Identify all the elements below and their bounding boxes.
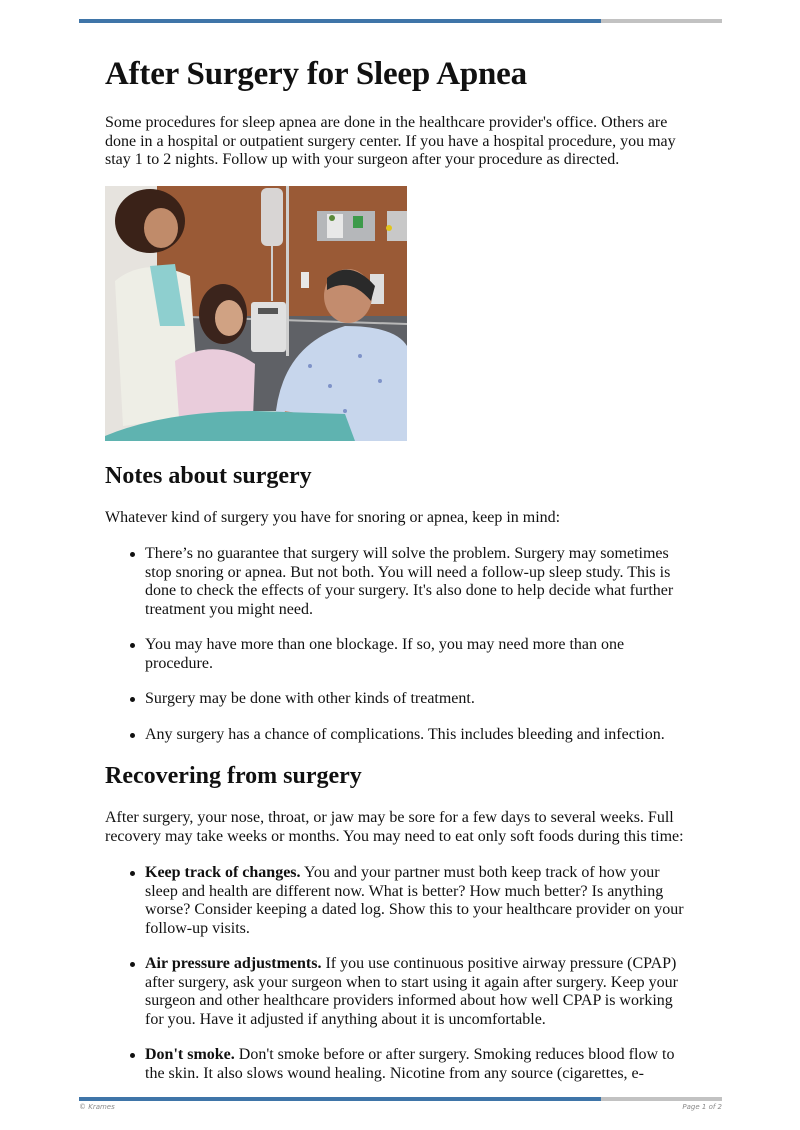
recovering-lead: After surgery, your nose, throat, or jaw may be sore for a few days to several weeks. Full recovery may take weeks or months. You may need to eat only soft foods during this time: [105, 809, 684, 845]
hospital-family-photo [105, 186, 407, 441]
list-item-term: Keep track of changes. [145, 864, 301, 881]
list-item-text: If you use continuous positive airway pressure (CPAP) after surgery, ask your surgeon when to start using it again after surgery. Keep your surgeon and other healthcare providers informed about how well CPAP is working for you. Have it adjusted if anything about it is uncomfortable. [145, 955, 678, 1028]
list-item [145, 955, 695, 1029]
header-rule-accent [79, 19, 601, 23]
footer-rule [79, 1097, 722, 1101]
header-rule-grey [601, 19, 722, 23]
notes-list [105, 545, 695, 744]
list-item-term: Don't smoke. [145, 1046, 235, 1063]
intro-paragraph: Some procedures for sleep apnea are done in the healthcare provider's office. Others are done in a hospital or outpatient surgery center. If you have a hospital procedure, you may stay 1 to 2 nights. Follow up with your surgeon after your procedure as directed. [105, 114, 676, 168]
page-title: After Surgery for Sleep Apnea [105, 56, 527, 92]
list-item [145, 1046, 695, 1083]
list-item-text: Don't smoke before or after surgery. Smoking reduces blood flow to the skin. It also slows wound healing. Nicotine from any source (cigarettes, e- [145, 1046, 675, 1082]
list-item [145, 864, 695, 938]
footer-rule-accent [79, 1097, 601, 1101]
list-item-term: Air pressure adjustments. [145, 955, 322, 972]
section-heading-recovering: Recovering from surgery [105, 763, 362, 789]
page-footer [79, 1103, 722, 1111]
section-heading-notes: Notes about surgery [105, 462, 312, 489]
list-item: Any surgery has a chance of complications. This includes bleeding and infection. [145, 726, 695, 745]
page-number: Page 1 of 2 [682, 1103, 722, 1111]
header-rule [79, 19, 722, 23]
recovering-list [105, 864, 695, 1083]
list-item-text: You and your partner must both keep track of how your sleep and health are different now. What is better? How much better? Is anything worse? Consider keeping a dated log. Show this to your healthcare provider on your follow-up visits. [145, 864, 684, 937]
list-item: You may have more than one blockage. If so, you may need more than one procedure. [145, 636, 695, 673]
copyright: © Krames [79, 1103, 115, 1111]
list-item: There’s no guarantee that surgery will solve the problem. Surgery may sometimes stop snoring or apnea. But not both. You will need a follow-up sleep study. This is done to check the effects of your surgery. It's also done to help decide what further treatment you might need. [145, 545, 695, 619]
notes-lead: Whatever kind of surgery you have for snoring or apnea, keep in mind: [105, 508, 561, 526]
list-item: Surgery may be done with other kinds of treatment. [145, 690, 695, 709]
footer-rule-grey [601, 1097, 722, 1101]
document-body [105, 52, 695, 1100]
